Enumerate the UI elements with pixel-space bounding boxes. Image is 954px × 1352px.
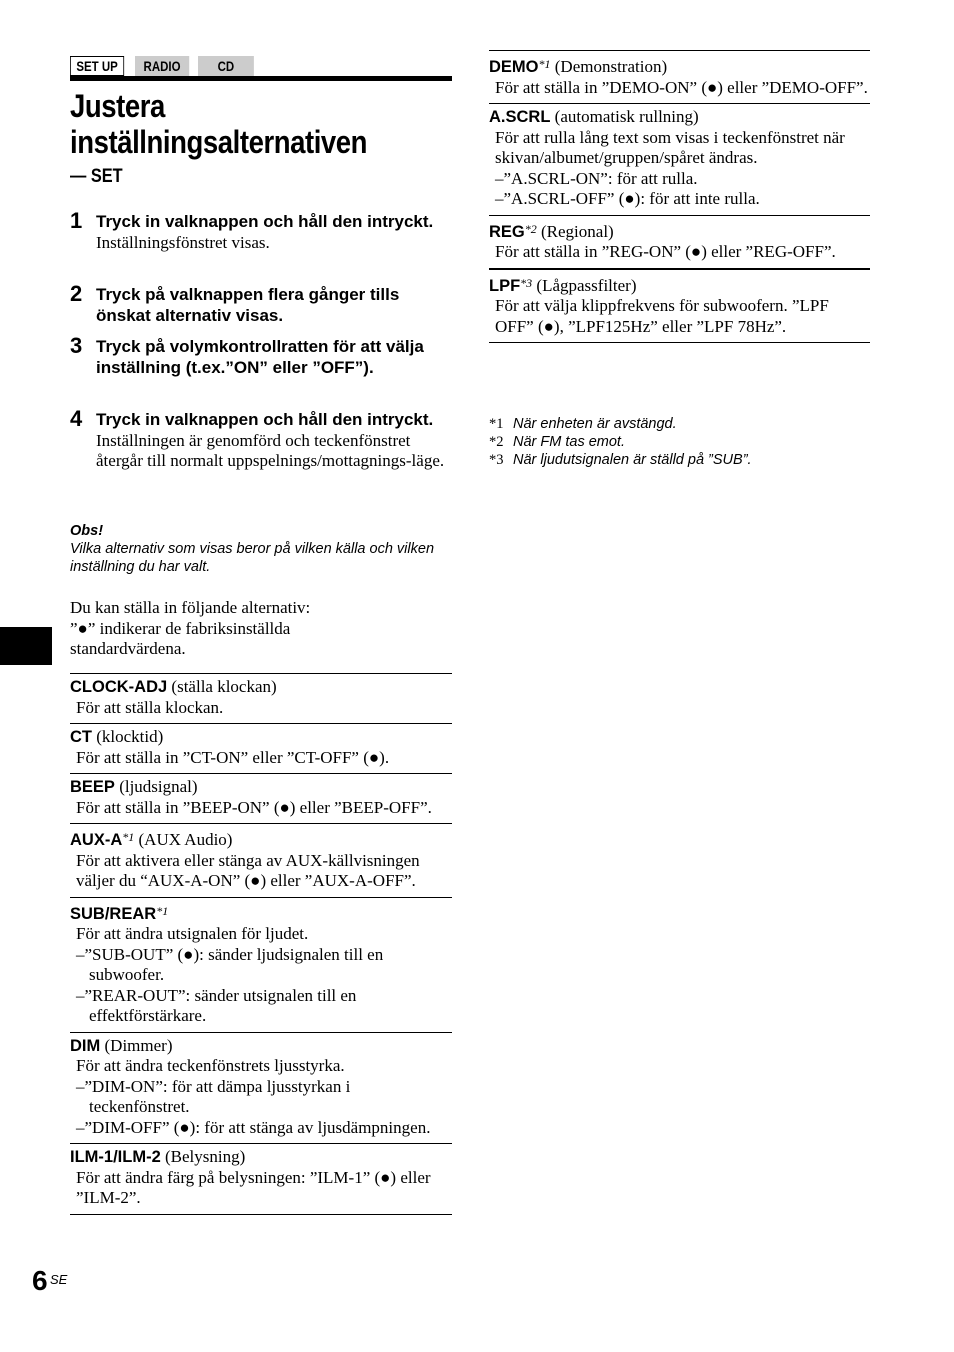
option-footnote-ref: *3: [520, 275, 533, 290]
option-list-item: –”A.SCRL-OFF” (●): för att inte rulla.: [495, 189, 760, 208]
option-subtitle: (automatisk rullning): [554, 107, 699, 126]
step-heading: Tryck på valknappen flera gånger tills önskat alternativ visas.: [96, 285, 400, 325]
option-description: För att ställa in ”REG-ON” (●) eller ”REG-OFF”.: [495, 242, 836, 261]
options-end-rule: [489, 342, 870, 343]
option-title: [489, 107, 870, 128]
option-title: [70, 1147, 452, 1168]
option-subtitle: (ställa klockan): [171, 677, 277, 696]
options-end-rule: [70, 1214, 452, 1215]
step-2: [70, 281, 450, 326]
option-name: DEMO: [489, 58, 539, 76]
footnotes: [489, 415, 870, 469]
option-name: SUB/REAR: [70, 904, 157, 923]
step-1: [70, 208, 450, 253]
footnote-text: När ljudutsignalen är ställd på ”SUB”.: [513, 452, 752, 468]
note-text: Vilka alternativ som visas beror på vilken källa och vilken inställning du har valt.: [70, 541, 435, 575]
option-description: För att ställa in ”CT-ON” eller ”CT-OFF” (●).: [76, 747, 390, 767]
option-footnote-ref: *1: [538, 57, 551, 71]
option-title: [489, 219, 870, 243]
footnote-text: När FM tas emot.: [513, 434, 625, 450]
option-list-item: –”DIM-OFF” (●): för att stänga av ljusdämpningen.: [76, 1117, 431, 1137]
option-subtitle: (Regional): [541, 221, 614, 241]
option-description: För att välja klippfrekvens för subwoofern. ”LPF OFF” (●), ”LPF125Hz” eller ”LPF 78Hz”.: [495, 296, 829, 336]
option-name: ILM-1/ILM-2: [70, 1148, 161, 1166]
footnote: [489, 451, 870, 469]
option-entry: [70, 673, 452, 723]
option-list-item: –”A.SCRL-ON”: för att rulla.: [495, 168, 698, 188]
intro-line1: Du kan ställa in följande alternativ:: [70, 598, 311, 617]
option-subtitle: (Demonstration): [554, 57, 668, 76]
option-description: För att ställa in ”DEMO-ON” (●) eller ”DEMO-OFF”.: [495, 77, 868, 97]
page-subtitle: — SET: [70, 166, 123, 187]
option-footnote-ref: *2: [524, 221, 537, 236]
page-number: 6: [32, 1265, 48, 1296]
footnote-mark: *3: [489, 452, 504, 468]
option-description: För att ändra färg på belysningen: ”ILM-1” (●) eller ”ILM-2”.: [76, 1167, 431, 1207]
tab-radio: RADIO: [135, 56, 189, 76]
option-entry: [70, 1143, 452, 1214]
step-number: 1: [70, 208, 83, 233]
options-list-right: [489, 50, 870, 343]
option-name: BEEP: [70, 778, 115, 796]
option-list-item: –”SUB-OUT” (●): sänder ljudsignalen till en subwoofer.: [76, 944, 384, 984]
option-name: AUX-A: [70, 831, 123, 849]
title-rule: [70, 76, 452, 81]
section-side-tab: [0, 627, 52, 665]
option-subtitle: (ljudsignal): [119, 777, 198, 796]
option-list-item: –”REAR-OUT”: sänder utsignalen till en effektförstärkare.: [76, 985, 357, 1025]
step-heading: Tryck in valknappen och håll den intryckt.: [96, 410, 434, 429]
option-subtitle: (Lågpassfilter): [536, 275, 637, 295]
option-title: [70, 827, 452, 851]
step-body: Inställningsfönstret visas.: [96, 232, 270, 252]
option-title: [70, 727, 452, 748]
step-number: 4: [70, 406, 83, 431]
option-title: [70, 1036, 452, 1057]
option-name: REG: [489, 222, 525, 241]
intro-text: [70, 598, 370, 660]
footnote: [489, 415, 870, 433]
option-entry: [70, 723, 452, 773]
tab-cd: CD: [198, 56, 254, 76]
option-footnote-ref: *1: [156, 903, 169, 918]
option-description: För att aktivera eller stänga av AUX-källvisningen väljer du “AUX-A-ON” (●) eller ”AUX-A-OFF”.: [76, 850, 420, 890]
option-entry: [489, 268, 870, 343]
page-title-line1: Justera: [70, 88, 165, 124]
option-entry: [70, 773, 452, 823]
step-body: Inställningen är genomförd och teckenfönstret återgår till normalt uppspelnings/mottagnings-läge.: [96, 430, 445, 470]
footnote-mark: *1: [489, 416, 504, 432]
page-language-code: SE: [50, 1272, 68, 1287]
footnote-mark: *2: [489, 434, 504, 450]
option-description: För att rulla lång text som visas i teckenfönstret när skivan/albumet/gruppen/spåret ändras.: [495, 127, 845, 167]
option-subtitle: (klocktid): [96, 727, 164, 746]
footnote: [489, 433, 870, 451]
option-name: CT: [70, 728, 92, 746]
option-entry: [489, 215, 870, 268]
option-list-item: –”DIM-ON”: för att dämpa ljusstyrkan i teckenfönstret.: [76, 1076, 351, 1116]
option-name: CLOCK-ADJ: [70, 678, 168, 696]
option-subtitle: (Belysning): [165, 1147, 246, 1166]
option-description: För att ändra teckenfönstrets ljusstyrka.: [76, 1056, 345, 1075]
footnote-text: När enheten är avstängd.: [513, 416, 677, 432]
option-name: DIM: [70, 1036, 101, 1055]
option-title: [489, 273, 870, 297]
step-heading: Tryck in valknappen och håll den intryckt.: [96, 212, 434, 231]
option-entry: [489, 50, 870, 103]
note-heading: Obs!: [70, 523, 104, 539]
option-description: För att ändra utsignalen för ljudet.: [76, 924, 309, 943]
step-4: [70, 406, 450, 472]
options-list-left: [70, 673, 452, 1215]
option-description: För att ställa in ”BEEP-ON” (●) eller ”BEEP-OFF”.: [76, 797, 432, 817]
option-subtitle: (Dimmer): [104, 1035, 173, 1055]
page-title: [70, 88, 367, 160]
option-subtitle: (AUX Audio): [138, 830, 233, 849]
option-name: LPF: [489, 276, 521, 295]
option-name: A.SCRL: [489, 108, 551, 126]
option-title: [70, 777, 452, 798]
section-tabs: [70, 56, 266, 76]
option-description: För att ställa klockan.: [76, 697, 224, 717]
step-number: 2: [70, 281, 83, 306]
option-title: [70, 901, 452, 925]
option-title: [70, 677, 452, 698]
option-entry: [70, 897, 452, 1032]
page-title-line2: inställningsalternativen: [70, 124, 368, 160]
option-footnote-ref: *1: [122, 830, 135, 844]
note-block: [70, 522, 450, 576]
option-entry: [70, 823, 452, 897]
intro-line2: ”●” indikerar de fabriksinställda standardvärdena.: [70, 618, 291, 658]
option-entry: [489, 103, 870, 215]
option-entry: [70, 1032, 452, 1144]
step-heading: Tryck på volymkontrollratten för att välja inställning (t.ex.”ON” eller ”OFF”).: [96, 337, 424, 377]
option-title: [489, 54, 870, 78]
step-3: [70, 333, 450, 378]
step-number: 3: [70, 333, 83, 358]
tab-setup: SET UP: [70, 56, 124, 76]
